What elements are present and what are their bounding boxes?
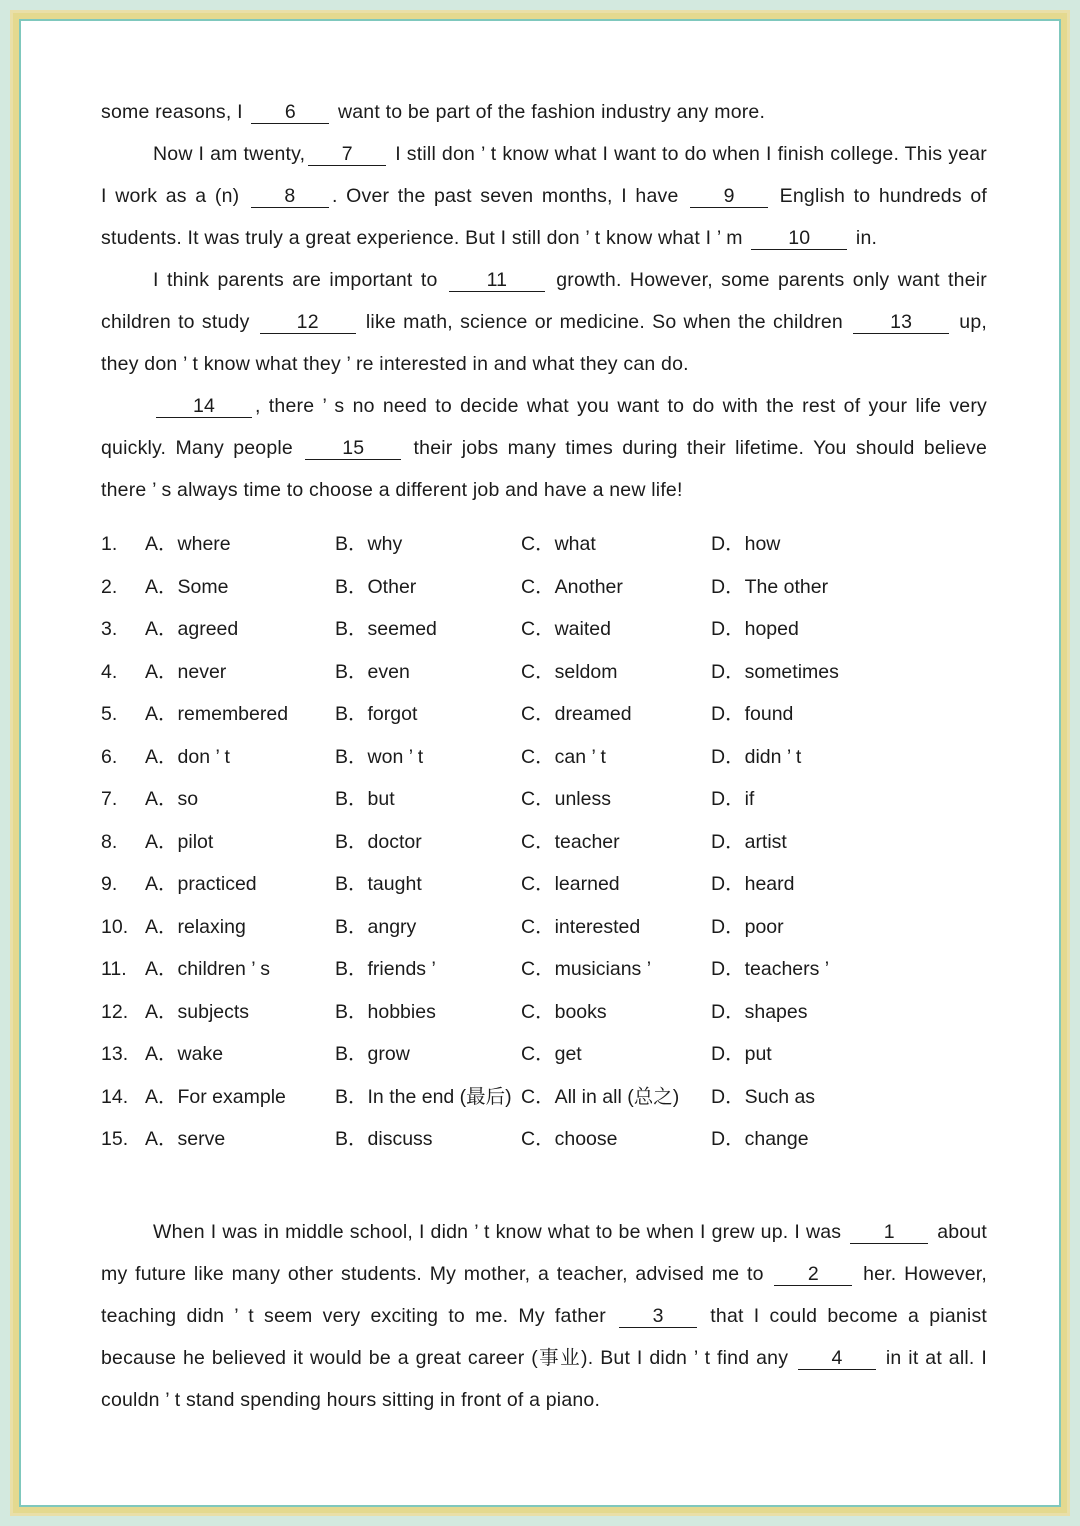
question-row [101,778,987,821]
option-a[interactable] [145,948,335,991]
question-row [101,608,987,651]
option-text-d: how [744,533,781,555]
question-number: 8. [101,830,118,853]
option-c[interactable] [521,778,711,821]
option-b[interactable] [335,651,521,694]
passage-one-text: their jobs many times during their lifetime. You should believe there ’ s always time to choose a different job and have a new life! [101,437,987,501]
option-text-a: serve [177,1128,226,1150]
option-text-b: hobbies [367,1000,436,1023]
option-c[interactable] [521,693,711,736]
option-d[interactable] [711,523,911,566]
option-text-b: taught [367,873,422,895]
option-text-a: wake [177,1043,224,1065]
option-letter-a: A． [145,1043,178,1065]
option-letter-b: B． [335,703,368,725]
option-text-c: can ’ t [554,745,606,768]
option-letter-d: D． [711,958,745,980]
option-c[interactable] [521,1033,711,1076]
question-number: 7. [101,788,118,810]
option-letter-a: A． [145,1000,178,1023]
option-letter-c: C． [521,703,555,725]
option-text-d: found [744,703,794,725]
question-number: 5. [101,703,118,725]
option-text-b: discuss [367,1128,433,1150]
option-c[interactable] [521,566,711,609]
option-letter-d: D． [711,618,745,640]
option-text-d: shapes [744,1000,808,1023]
option-text-d: teachers ’ [744,958,830,980]
option-letter-a: A． [145,788,178,810]
passage-one-paragraph [101,133,987,259]
option-letter-c: C． [521,1128,555,1150]
option-a[interactable] [145,1076,335,1119]
passage-one-text: up, they don ’ t know what they ’ re interested in and what they can do. [101,311,987,375]
passage-two-text: that I could become a pianist because he believed it would be a great career (事业). But I didn ’ t find any [101,1304,988,1369]
option-d[interactable] [711,651,911,694]
option-text-d: put [744,1043,772,1065]
option-d[interactable] [711,1076,911,1119]
option-text-d: hoped [744,618,799,640]
passage-one-text: like math, science or medicine. So when the children [358,311,851,333]
option-c[interactable] [521,948,711,991]
option-letter-a: A． [145,873,178,895]
option-b[interactable] [335,821,521,864]
passage-one-text: I think parents are important to [153,269,446,291]
option-text-c: All in all (总之) [554,1085,680,1108]
blank-9[interactable]: 9 [690,185,768,208]
option-a[interactable] [145,1033,335,1076]
option-b[interactable] [335,863,521,906]
option-letter-a: A． [145,575,178,598]
option-letter-b: B． [335,788,368,810]
option-text-d: poor [744,915,784,938]
passage-one-text: in. [850,227,878,249]
option-letter-d: D． [711,1000,745,1023]
option-c[interactable] [521,523,711,566]
option-text-a: For example [177,1085,286,1108]
multiple-choice-list [101,523,987,1161]
option-letter-c: C． [521,915,555,938]
option-a[interactable] [145,523,335,566]
option-letter-d: D． [711,1085,745,1108]
question-number: 12. [101,1000,129,1023]
option-text-b: seemed [367,618,437,640]
option-b[interactable] [335,1033,521,1076]
option-a[interactable] [145,566,335,609]
option-text-d: didn ’ t [744,745,802,768]
option-text-c: learned [554,873,620,895]
option-letter-d: D． [711,873,745,895]
option-letter-c: C． [521,873,555,895]
option-text-b: forgot [367,703,418,725]
option-letter-c: C． [521,618,555,640]
blank-11[interactable]: 11 [449,269,545,292]
option-letter-d: D． [711,660,745,683]
option-a[interactable] [145,821,335,864]
option-a[interactable] [145,651,335,694]
blank-4[interactable]: 4 [798,1347,876,1370]
blank-10[interactable]: 10 [751,227,847,250]
option-c[interactable] [521,991,711,1034]
option-text-a: children ’ s [177,958,270,980]
blank-14[interactable]: 14 [156,395,252,418]
option-text-d: Such as [744,1085,816,1108]
question-row [101,906,987,949]
option-d[interactable] [711,608,911,651]
option-b[interactable] [335,1076,521,1119]
option-letter-c: C． [521,575,555,598]
option-text-b: but [367,788,395,810]
passage-one-text: growth. However, some parents only want their children to study [101,269,987,333]
blank-3[interactable]: 3 [619,1305,697,1328]
question-number: 9. [101,873,118,895]
option-a[interactable] [145,906,335,949]
blank-2[interactable]: 2 [774,1263,852,1286]
option-letter-d: D． [711,575,745,598]
option-text-d: heard [744,873,795,895]
option-b[interactable] [335,948,521,991]
option-text-b: In the end (最后) [367,1085,512,1108]
option-c[interactable] [521,1118,711,1161]
option-a[interactable] [145,608,335,651]
option-letter-a: A． [145,703,178,725]
option-letter-b: B． [335,915,368,938]
option-letter-c: C． [521,958,555,980]
option-text-c: unless [554,788,611,810]
option-letter-c: C． [521,830,555,853]
question-row [101,736,987,779]
option-a[interactable] [145,863,335,906]
option-text-d: The other [744,575,829,598]
passage-one-text: , there ’ s no need to decide what you want to do with the rest of your life very quickly. Many people [101,395,987,459]
option-text-a: remembered [177,703,289,725]
option-letter-b: B． [335,533,368,555]
blank-13[interactable]: 13 [853,311,949,334]
option-letter-b: B． [335,830,368,853]
option-text-c: what [554,533,596,555]
option-letter-d: D． [711,1043,745,1065]
option-letter-a: A． [145,830,178,853]
option-text-a: agreed [177,618,239,640]
option-text-b: won ’ t [367,745,424,768]
option-letter-a: A． [145,1128,178,1150]
option-letter-a: A． [145,915,178,938]
decorative-gold-border [10,10,1070,1516]
question-row [101,1118,987,1161]
option-letter-b: B． [335,1043,368,1065]
option-text-c: choose [554,1128,618,1150]
question-number: 13. [101,1043,129,1065]
option-letter-c: C． [521,788,555,810]
option-d[interactable] [711,1118,911,1161]
option-b[interactable] [335,906,521,949]
option-letter-a: A． [145,1085,178,1108]
option-letter-b: B． [335,618,368,640]
option-letter-c: C． [521,1085,555,1108]
question-number: 15. [101,1128,129,1150]
passage-one-text: want to be part of the fashion industry any more. [332,101,766,123]
section-spacer [101,1161,987,1205]
option-text-d: if [744,788,755,810]
passage-two-text: her. However, teaching didn ’ t seem very exciting to me. My father [101,1262,987,1327]
option-text-c: seldom [554,660,618,683]
option-letter-d: D． [711,533,745,555]
option-b[interactable] [335,778,521,821]
option-c[interactable] [521,821,711,864]
option-text-c: interested [554,915,641,938]
option-letter-d: D． [711,745,745,768]
blank-7[interactable]: 7 [308,143,386,166]
page-content [21,21,1059,1505]
question-row [101,948,987,991]
question-row [101,821,987,864]
passage-one-paragraph [101,385,987,511]
option-text-a: pilot [177,830,214,853]
option-letter-d: D． [711,915,745,938]
option-letter-d: D． [711,830,745,853]
question-row [101,693,987,736]
option-d[interactable] [711,863,911,906]
option-text-d: sometimes [744,660,839,683]
option-c[interactable] [521,906,711,949]
option-b[interactable] [335,693,521,736]
option-text-b: why [367,533,403,555]
option-b[interactable] [335,1118,521,1161]
option-text-c: get [554,1043,582,1065]
question-number: 1. [101,533,118,555]
option-d[interactable] [711,991,911,1034]
option-text-b: grow [367,1043,410,1065]
option-text-a: practiced [177,873,257,895]
option-d[interactable] [711,906,911,949]
option-letter-b: B． [335,1128,368,1150]
blank-6[interactable]: 6 [251,101,329,124]
passage-one-text: some reasons, I [101,101,249,123]
option-letter-b: B． [335,575,368,598]
option-b[interactable] [335,736,521,779]
option-d[interactable] [711,778,911,821]
option-text-a: so [177,788,199,810]
question-number: 10. [101,915,129,938]
option-text-c: teacher [554,830,620,853]
option-c[interactable] [521,736,711,779]
option-letter-a: A． [145,533,178,555]
question-row [101,863,987,906]
option-text-a: where [177,533,231,555]
question-number: 14. [101,1085,129,1108]
option-letter-a: A． [145,618,178,640]
question-row [101,991,987,1034]
passage-two-text: When I was in middle school, I didn ’ t know what to be when I grew up. I was [153,1220,848,1243]
option-letter-b: B． [335,958,368,980]
option-text-c: Another [554,575,623,598]
passage-two-text: in it at all. I couldn ’ t stand spending hours sitting in front of a piano. [101,1346,987,1411]
option-letter-b: B． [335,745,368,768]
question-number: 4. [101,660,118,683]
question-row [101,1033,987,1076]
option-text-c: musicians ’ [554,958,652,980]
option-letter-b: B． [335,660,368,683]
option-text-b: even [367,660,410,683]
option-letter-d: D． [711,1128,745,1150]
option-text-a: don ’ t [177,745,230,768]
option-text-b: friends ’ [367,958,436,980]
option-letter-a: A． [145,745,178,768]
option-c[interactable] [521,651,711,694]
option-d[interactable] [711,693,911,736]
option-b[interactable] [335,991,521,1034]
worksheet-page [19,19,1061,1507]
option-letter-c: C． [521,745,555,768]
question-row [101,523,987,566]
option-text-c: books [554,1000,607,1023]
passage-one [101,91,987,511]
option-letter-a: A． [145,958,178,980]
blank-12[interactable]: 12 [260,311,356,334]
option-letter-c: C． [521,1043,555,1065]
passage-one-text: I still don ’ t know what I want to do when I finish college. This year I work as a (n) [101,143,987,207]
passage-one-text: Now I am twenty, [153,143,306,165]
option-a[interactable] [145,991,335,1034]
option-text-a: subjects [177,1000,250,1023]
option-c[interactable] [521,1076,711,1119]
option-b[interactable] [335,566,521,609]
option-d[interactable] [711,736,911,779]
option-text-c: waited [554,618,611,640]
option-text-d: change [744,1128,809,1150]
option-text-c: dreamed [554,703,632,725]
option-letter-b: B． [335,1000,368,1023]
option-a[interactable] [145,778,335,821]
option-d[interactable] [711,566,911,609]
option-a[interactable] [145,1118,335,1161]
option-letter-b: B． [335,873,368,895]
option-letter-b: B． [335,1085,368,1108]
option-text-a: relaxing [177,915,246,938]
question-row [101,1076,987,1119]
option-d[interactable] [711,948,911,991]
option-c[interactable] [521,863,711,906]
passage-one-text: . Over the past seven months, I have [331,185,688,207]
option-text-a: never [177,660,227,683]
option-a[interactable] [145,736,335,779]
passage-two-paragraph [101,1211,987,1421]
option-letter-d: D． [711,703,745,725]
question-row [101,566,987,609]
option-c[interactable] [521,608,711,651]
option-letter-c: C． [521,533,555,555]
question-number: 6. [101,745,118,768]
passage-two-text: about my future like many other students. My mother, a teacher, advised me to [101,1220,988,1285]
passage-two [101,1211,987,1421]
option-text-d: artist [744,830,787,853]
option-letter-d: D． [711,788,745,810]
option-d[interactable] [711,1033,911,1076]
option-text-a: Some [177,575,229,598]
option-text-b: angry [367,915,417,938]
passage-one-text: English to hundreds of students. It was truly a great experience. But I still don ’ t know what I ’ m [101,185,988,249]
question-row [101,651,987,694]
option-letter-c: C． [521,660,555,683]
option-a[interactable] [145,693,335,736]
option-letter-c: C． [521,1000,555,1023]
question-number: 3. [101,618,118,640]
blank-15[interactable]: 15 [305,437,401,460]
question-number: 2. [101,575,118,598]
option-b[interactable] [335,608,521,651]
option-letter-a: A． [145,660,178,683]
passage-one-paragraph [101,91,987,133]
option-text-b: doctor [367,830,422,853]
option-text-b: Other [367,575,417,598]
blank-8[interactable]: 8 [251,185,329,208]
passage-one-paragraph [101,259,987,385]
option-b[interactable] [335,523,521,566]
blank-1[interactable]: 1 [850,1221,928,1244]
option-d[interactable] [711,821,911,864]
question-number: 11. [101,958,127,980]
